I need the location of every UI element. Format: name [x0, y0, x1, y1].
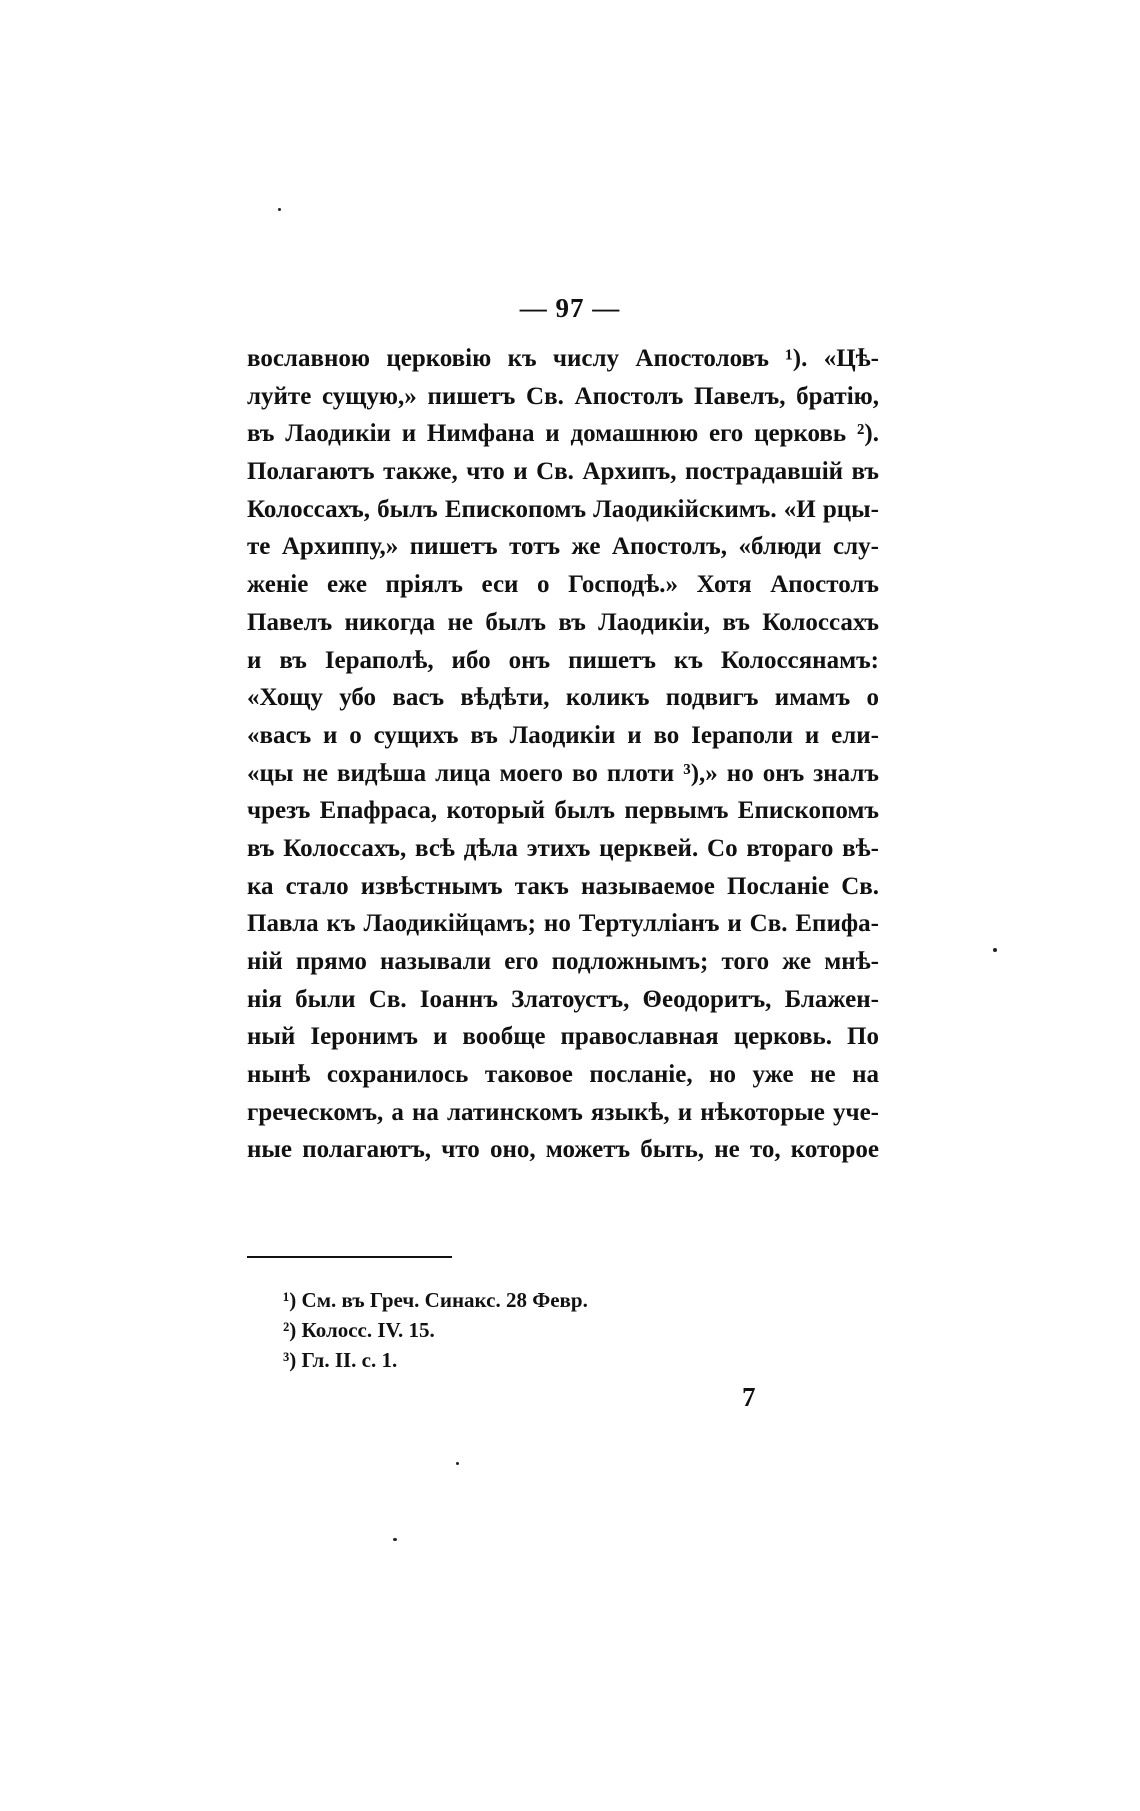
- text-line: «цы не видѣша лица моего во плоти ³),» но онъ зналъ: [247, 759, 879, 787]
- text-line: греческомъ, а на латинскомъ языкѣ, и нѣкоторые уче-: [247, 1098, 879, 1126]
- footnote-item: ²) Колосс. IV. 15.: [283, 1318, 435, 1342]
- footnotes: [283, 1285, 783, 1375]
- text-line: и въ Іераполѣ, ибо онъ пишетъ къ Колоссянамъ:: [247, 646, 879, 674]
- text-line: женіе еже пріялъ еси о Господѣ.» Хотя Апостолъ: [247, 571, 879, 599]
- print-speck: [993, 948, 997, 952]
- text-line: ный Іеронимъ и вообще православная церковь. По: [247, 1023, 879, 1051]
- text-line: ній прямо называли его подложнымъ; того же мнѣ-: [247, 948, 879, 975]
- text-line: Павла къ Лаодикійцамъ; но Тертулліанъ и Св. Епифа-: [247, 910, 879, 938]
- text-line: «Хощу убо васъ вѣдѣти, коликъ подвигъ имамъ о: [247, 684, 879, 712]
- body-text: [247, 340, 879, 1169]
- text-line: Колоссахъ, былъ Епископомъ Лаодикійскимъ. «И рцы-: [247, 495, 879, 523]
- text-line: вославною церковію къ числу Апостоловъ ¹). «Цѣ-: [247, 345, 879, 372]
- footnote-item: ¹) См. въ Греч. Синакс. 28 Февр.: [283, 1288, 588, 1312]
- text-line: Павелъ никогда не былъ въ Лаодикіи, въ Колоссахъ: [247, 608, 879, 636]
- text-line: «васъ и о сущихъ въ Лаодикіи и во Іераполи и ели-: [247, 721, 879, 749]
- text-line: те Архиппу,» пишетъ тотъ же Апостолъ, «блюди слу-: [247, 533, 879, 561]
- text-line: въ Лаодикіи и Нимфана и домашнюю его церковь ²).: [247, 420, 879, 448]
- print-speck: [456, 1462, 459, 1465]
- print-speck: [393, 1538, 397, 1541]
- footnote-item: ³) Гл. II. с. 1.: [283, 1348, 398, 1372]
- print-speck: [278, 208, 281, 211]
- text-line: чрезъ Епафраса, который былъ первымъ Епископомъ: [247, 797, 879, 825]
- page-number: — 97 —: [519, 293, 621, 323]
- text-line: луйте сущую,» пишетъ Св. Апостолъ Павелъ, братію,: [247, 382, 879, 410]
- signature-mark: 7: [742, 1382, 756, 1412]
- text-line: Полагаютъ также, что и Св. Архипъ, пострадавшій въ: [247, 458, 879, 486]
- text-line: ные полагаютъ, что оно, можетъ быть, не то, которое: [247, 1136, 879, 1164]
- text-line: ка стало извѣстнымъ такъ называемое Посланіе Св.: [247, 872, 879, 900]
- text-line: нынѣ сохранилось таковое посланіе, но уже не на: [247, 1061, 879, 1089]
- text-line: въ Колоссахъ, всѣ дѣла этихъ церквей. Со втораго вѣ-: [247, 834, 879, 862]
- text-line: нія были Св. Іоаннъ Златоустъ, Θеодоритъ, Блажен-: [247, 985, 879, 1013]
- footnote-divider: [247, 1256, 452, 1258]
